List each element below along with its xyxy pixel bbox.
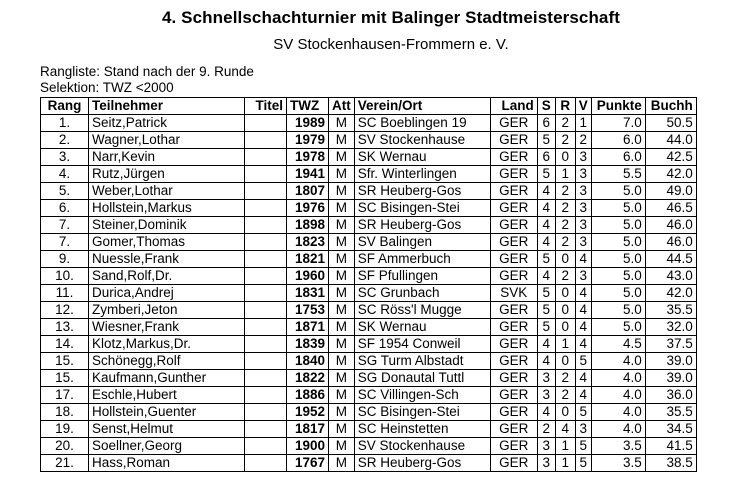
- points-cell: 5.0: [591, 319, 645, 336]
- table-row: [41, 438, 697, 455]
- attribute-cell: M: [329, 370, 355, 387]
- rank-cell: 14.: [41, 336, 89, 353]
- country-cell: GER: [490, 217, 537, 234]
- wins-cell: 4: [537, 200, 555, 217]
- rank-cell: 11.: [41, 285, 89, 302]
- attribute-cell: M: [329, 115, 355, 132]
- rating-cell: 1822: [287, 370, 329, 387]
- buchholz-cell: 49.0: [645, 183, 696, 200]
- club-cell: SV Stockenhause: [354, 438, 490, 455]
- player-name-cell: Steiner,Dominik: [89, 217, 245, 234]
- points-cell: 5.0: [591, 285, 645, 302]
- losses-cell: 3: [575, 183, 591, 200]
- points-cell: 4.0: [591, 404, 645, 421]
- table-row: [41, 217, 697, 234]
- player-name-cell: Eschle,Hubert: [89, 387, 245, 404]
- rank-cell: 21.: [41, 455, 89, 472]
- rank-cell: 18.: [41, 404, 89, 421]
- country-cell: GER: [490, 183, 537, 200]
- points-cell: 5.0: [591, 183, 645, 200]
- table-row: [41, 115, 697, 132]
- rank-cell: 17.: [41, 387, 89, 404]
- title-cell: [245, 268, 287, 285]
- draws-cell: 4: [555, 421, 575, 438]
- player-name-cell: Gomer,Thomas: [89, 234, 245, 251]
- draws-cell: 2: [555, 132, 575, 149]
- title-cell: [245, 421, 287, 438]
- rating-cell: 1952: [287, 404, 329, 421]
- rank-cell: 12.: [41, 302, 89, 319]
- draws-cell: 1: [555, 336, 575, 353]
- rating-cell: 1817: [287, 421, 329, 438]
- draws-cell: 1: [555, 438, 575, 455]
- wins-cell: 5: [537, 285, 555, 302]
- buchholz-cell: 44.0: [645, 132, 696, 149]
- attribute-cell: M: [329, 438, 355, 455]
- rating-cell: 1900: [287, 438, 329, 455]
- rating-cell: 1979: [287, 132, 329, 149]
- wins-cell: 5: [537, 319, 555, 336]
- draws-cell: 2: [555, 183, 575, 200]
- wins-cell: 5: [537, 302, 555, 319]
- wins-cell: 4: [537, 268, 555, 285]
- country-cell: SVK: [490, 285, 537, 302]
- country-cell: GER: [490, 336, 537, 353]
- club-cell: SK Wernau: [354, 149, 490, 166]
- rank-cell: 15.: [41, 370, 89, 387]
- attribute-cell: M: [329, 285, 355, 302]
- wins-cell: 6: [537, 115, 555, 132]
- attribute-cell: M: [329, 268, 355, 285]
- column-header-teilnehmer: Teilnehmer: [89, 98, 245, 115]
- wins-cell: 2: [537, 421, 555, 438]
- player-name-cell: Nuessle,Frank: [89, 251, 245, 268]
- wins-cell: 3: [537, 438, 555, 455]
- points-cell: 6.0: [591, 149, 645, 166]
- table-row: [41, 421, 697, 438]
- table-row: [41, 302, 697, 319]
- points-cell: 7.0: [591, 115, 645, 132]
- attribute-cell: M: [329, 455, 355, 472]
- attribute-cell: M: [329, 302, 355, 319]
- title-cell: [245, 370, 287, 387]
- draws-cell: 0: [555, 353, 575, 370]
- rating-cell: 1839: [287, 336, 329, 353]
- country-cell: GER: [490, 387, 537, 404]
- rating-cell: 1886: [287, 387, 329, 404]
- losses-cell: 4: [575, 387, 591, 404]
- country-cell: GER: [490, 319, 537, 336]
- attribute-cell: M: [329, 319, 355, 336]
- player-name-cell: Klotz,Markus,Dr.: [89, 336, 245, 353]
- wins-cell: 4: [537, 234, 555, 251]
- player-name-cell: Rutz,Jürgen: [89, 166, 245, 183]
- wins-cell: 3: [537, 455, 555, 472]
- country-cell: GER: [490, 421, 537, 438]
- table-row: [41, 166, 697, 183]
- club-cell: SG Turm Albstadt: [354, 353, 490, 370]
- attribute-cell: M: [329, 404, 355, 421]
- losses-cell: 3: [575, 421, 591, 438]
- player-name-cell: Kaufmann,Gunther: [89, 370, 245, 387]
- player-name-cell: Hollstein,Guenter: [89, 404, 245, 421]
- rank-cell: 1.: [41, 115, 89, 132]
- table-row: [41, 183, 697, 200]
- title-cell: [245, 183, 287, 200]
- table-row: [41, 370, 697, 387]
- draws-cell: 2: [555, 370, 575, 387]
- table-row: [41, 251, 697, 268]
- rating-cell: 1767: [287, 455, 329, 472]
- player-name-cell: Wagner,Lothar: [89, 132, 245, 149]
- club-cell: SC Boeblingen 19: [354, 115, 490, 132]
- column-header-punkte: Punkte: [591, 98, 645, 115]
- player-name-cell: Senst,Helmut: [89, 421, 245, 438]
- wins-cell: 3: [537, 387, 555, 404]
- points-cell: 3.5: [591, 438, 645, 455]
- country-cell: GER: [490, 302, 537, 319]
- country-cell: GER: [490, 149, 537, 166]
- club-cell: SK Wernau: [354, 319, 490, 336]
- table-row: [41, 234, 697, 251]
- rank-cell: 15.: [41, 353, 89, 370]
- buchholz-cell: 42.0: [645, 285, 696, 302]
- club-cell: SC Röss'l Mugge: [354, 302, 490, 319]
- rank-cell: 6.: [41, 200, 89, 217]
- losses-cell: 4: [575, 336, 591, 353]
- draws-cell: 2: [555, 200, 575, 217]
- wins-cell: 4: [537, 404, 555, 421]
- column-header-buchh: Buchh: [645, 98, 696, 115]
- rank-cell: 7.: [41, 217, 89, 234]
- table-body: [41, 115, 697, 472]
- title-cell: [245, 336, 287, 353]
- player-name-cell: Hass,Roman: [89, 455, 245, 472]
- wins-cell: 4: [537, 336, 555, 353]
- attribute-cell: M: [329, 251, 355, 268]
- points-cell: 4.0: [591, 353, 645, 370]
- points-cell: 5.0: [591, 302, 645, 319]
- title-cell: [245, 132, 287, 149]
- attribute-cell: M: [329, 387, 355, 404]
- rank-cell: 5.: [41, 183, 89, 200]
- rating-cell: 1941: [287, 166, 329, 183]
- losses-cell: 4: [575, 302, 591, 319]
- draws-cell: 2: [555, 115, 575, 132]
- column-header-att: Att: [329, 98, 355, 115]
- column-header-s: S: [537, 98, 555, 115]
- table-row: [41, 387, 697, 404]
- column-header-titel: Titel: [245, 98, 287, 115]
- points-cell: 5.0: [591, 234, 645, 251]
- title-cell: [245, 404, 287, 421]
- column-header-land: Land: [490, 98, 537, 115]
- rating-cell: 1753: [287, 302, 329, 319]
- rank-cell: 20.: [41, 438, 89, 455]
- country-cell: GER: [490, 115, 537, 132]
- title-cell: [245, 455, 287, 472]
- title-cell: [245, 166, 287, 183]
- club-cell: SF 1954 Conweil: [354, 336, 490, 353]
- draws-cell: 0: [555, 319, 575, 336]
- wins-cell: 4: [537, 217, 555, 234]
- losses-cell: 5: [575, 404, 591, 421]
- wins-cell: 3: [537, 370, 555, 387]
- country-cell: GER: [490, 455, 537, 472]
- title-cell: [245, 234, 287, 251]
- points-cell: 5.0: [591, 268, 645, 285]
- club-cell: SF Pfullingen: [354, 268, 490, 285]
- page-title: 4. Schnellschachturnier mit Balinger Stadtmeisterschaft: [161, 8, 621, 27]
- country-cell: GER: [490, 166, 537, 183]
- losses-cell: 3: [575, 149, 591, 166]
- rating-cell: 1976: [287, 200, 329, 217]
- losses-cell: 4: [575, 251, 591, 268]
- points-cell: 4.0: [591, 421, 645, 438]
- player-name-cell: Narr,Kevin: [89, 149, 245, 166]
- rating-cell: 1821: [287, 251, 329, 268]
- player-name-cell: Soellner,Georg: [89, 438, 245, 455]
- rating-cell: 1989: [287, 115, 329, 132]
- club-cell: Sfr. Winterlingen: [354, 166, 490, 183]
- points-cell: 5.5: [591, 166, 645, 183]
- country-cell: GER: [490, 370, 537, 387]
- table-row: [41, 149, 697, 166]
- table-row: [41, 132, 697, 149]
- country-cell: GER: [490, 268, 537, 285]
- draws-cell: 0: [555, 251, 575, 268]
- player-name-cell: Schönegg,Rolf: [89, 353, 245, 370]
- losses-cell: 5: [575, 353, 591, 370]
- losses-cell: 4: [575, 370, 591, 387]
- points-cell: 4.0: [591, 387, 645, 404]
- title-cell: [245, 251, 287, 268]
- country-cell: GER: [490, 251, 537, 268]
- rank-cell: 7.: [41, 234, 89, 251]
- buchholz-cell: 35.5: [645, 302, 696, 319]
- buchholz-cell: 46.0: [645, 217, 696, 234]
- points-cell: 5.0: [591, 200, 645, 217]
- player-name-cell: Seitz,Patrick: [89, 115, 245, 132]
- club-cell: SR Heuberg-Gos: [354, 217, 490, 234]
- losses-cell: 1: [575, 115, 591, 132]
- rank-cell: 2.: [41, 132, 89, 149]
- title-cell: [245, 319, 287, 336]
- rating-cell: 1871: [287, 319, 329, 336]
- buchholz-cell: 38.5: [645, 455, 696, 472]
- wins-cell: 4: [537, 353, 555, 370]
- table-row: [41, 336, 697, 353]
- club-subtitle: SV Stockenhausen-Frommern e. V.: [273, 36, 509, 53]
- draws-cell: 2: [555, 217, 575, 234]
- player-name-cell: Sand,Rolf,Dr.: [89, 268, 245, 285]
- attribute-cell: M: [329, 234, 355, 251]
- buchholz-cell: 50.5: [645, 115, 696, 132]
- table-row: [41, 200, 697, 217]
- club-cell: SV Balingen: [354, 234, 490, 251]
- column-header-verein: Verein/Ort: [354, 98, 490, 115]
- rank-cell: 9.: [41, 251, 89, 268]
- buchholz-cell: 41.5: [645, 438, 696, 455]
- rating-cell: 1831: [287, 285, 329, 302]
- country-cell: GER: [490, 438, 537, 455]
- table-row: [41, 268, 697, 285]
- rank-cell: 4.: [41, 166, 89, 183]
- buchholz-cell: 34.5: [645, 421, 696, 438]
- title-cell: [245, 353, 287, 370]
- title-cell: [245, 115, 287, 132]
- player-name-cell: Wiesner,Frank: [89, 319, 245, 336]
- club-cell: SC Heinstetten: [354, 421, 490, 438]
- losses-cell: 3: [575, 166, 591, 183]
- title-cell: [245, 200, 287, 217]
- table-row: [41, 455, 697, 472]
- selection-filter: Selektion: TWZ <2000: [40, 80, 174, 95]
- title-cell: [245, 387, 287, 404]
- buchholz-cell: 39.0: [645, 353, 696, 370]
- draws-cell: 1: [555, 455, 575, 472]
- ranking-table: [40, 97, 697, 472]
- rating-cell: 1978: [287, 149, 329, 166]
- losses-cell: 3: [575, 268, 591, 285]
- points-cell: 4.5: [591, 336, 645, 353]
- losses-cell: 3: [575, 234, 591, 251]
- attribute-cell: M: [329, 217, 355, 234]
- draws-cell: 1: [555, 166, 575, 183]
- buchholz-cell: 42.5: [645, 149, 696, 166]
- buchholz-cell: 42.0: [645, 166, 696, 183]
- column-header-r: R: [555, 98, 575, 115]
- table-row: [41, 319, 697, 336]
- title-cell: [245, 438, 287, 455]
- table-row: [41, 285, 697, 302]
- buchholz-cell: 32.0: [645, 319, 696, 336]
- buchholz-cell: 44.5: [645, 251, 696, 268]
- losses-cell: 3: [575, 200, 591, 217]
- attribute-cell: M: [329, 149, 355, 166]
- club-cell: SC Bisingen-Stei: [354, 200, 490, 217]
- player-name-cell: Hollstein,Markus: [89, 200, 245, 217]
- country-cell: GER: [490, 132, 537, 149]
- points-cell: 3.5: [591, 455, 645, 472]
- losses-cell: 5: [575, 455, 591, 472]
- club-cell: SR Heuberg-Gos: [354, 183, 490, 200]
- draws-cell: 2: [555, 387, 575, 404]
- points-cell: 4.0: [591, 370, 645, 387]
- country-cell: GER: [490, 404, 537, 421]
- country-cell: GER: [490, 234, 537, 251]
- attribute-cell: M: [329, 183, 355, 200]
- player-name-cell: Zymberi,Jeton: [89, 302, 245, 319]
- table-row: [41, 404, 697, 421]
- points-cell: 6.0: [591, 132, 645, 149]
- club-cell: SC Bisingen-Stei: [354, 404, 490, 421]
- buchholz-cell: 36.0: [645, 387, 696, 404]
- buchholz-cell: 46.0: [645, 234, 696, 251]
- wins-cell: 4: [537, 183, 555, 200]
- rating-cell: 1898: [287, 217, 329, 234]
- table-row: [41, 353, 697, 370]
- draws-cell: 0: [555, 404, 575, 421]
- club-cell: SV Stockenhause: [354, 132, 490, 149]
- column-header-rang: Rang: [41, 98, 89, 115]
- draws-cell: 2: [555, 268, 575, 285]
- losses-cell: 4: [575, 285, 591, 302]
- rating-cell: 1960: [287, 268, 329, 285]
- attribute-cell: M: [329, 353, 355, 370]
- buchholz-cell: 46.5: [645, 200, 696, 217]
- rating-cell: 1807: [287, 183, 329, 200]
- club-cell: SC Villingen-Sch: [354, 387, 490, 404]
- buchholz-cell: 43.0: [645, 268, 696, 285]
- losses-cell: 4: [575, 319, 591, 336]
- wins-cell: 5: [537, 251, 555, 268]
- wins-cell: 5: [537, 132, 555, 149]
- title-cell: [245, 217, 287, 234]
- attribute-cell: M: [329, 336, 355, 353]
- ranking-status: Rangliste: Stand nach der 9. Runde: [40, 64, 254, 79]
- table-header-row: [41, 98, 697, 115]
- losses-cell: 2: [575, 132, 591, 149]
- rank-cell: 19.: [41, 421, 89, 438]
- attribute-cell: M: [329, 421, 355, 438]
- club-cell: SR Heuberg-Gos: [354, 455, 490, 472]
- buchholz-cell: 39.0: [645, 370, 696, 387]
- country-cell: GER: [490, 200, 537, 217]
- points-cell: 5.0: [591, 217, 645, 234]
- draws-cell: 2: [555, 234, 575, 251]
- player-name-cell: Durica,Andrej: [89, 285, 245, 302]
- title-cell: [245, 302, 287, 319]
- draws-cell: 0: [555, 149, 575, 166]
- losses-cell: 3: [575, 217, 591, 234]
- rank-cell: 3.: [41, 149, 89, 166]
- wins-cell: 5: [537, 166, 555, 183]
- attribute-cell: M: [329, 200, 355, 217]
- title-cell: [245, 285, 287, 302]
- rating-cell: 1840: [287, 353, 329, 370]
- attribute-cell: M: [329, 166, 355, 183]
- club-cell: SG Donautal Tuttl: [354, 370, 490, 387]
- column-header-v: V: [575, 98, 591, 115]
- country-cell: GER: [490, 353, 537, 370]
- column-header-twz: TWZ: [287, 98, 329, 115]
- rating-cell: 1823: [287, 234, 329, 251]
- losses-cell: 5: [575, 438, 591, 455]
- rank-cell: 13.: [41, 319, 89, 336]
- player-name-cell: Weber,Lothar: [89, 183, 245, 200]
- club-cell: SC Grunbach: [354, 285, 490, 302]
- attribute-cell: M: [329, 132, 355, 149]
- wins-cell: 6: [537, 149, 555, 166]
- draws-cell: 0: [555, 302, 575, 319]
- title-cell: [245, 149, 287, 166]
- rank-cell: 10.: [41, 268, 89, 285]
- points-cell: 5.0: [591, 251, 645, 268]
- draws-cell: 0: [555, 285, 575, 302]
- buchholz-cell: 37.5: [645, 336, 696, 353]
- club-cell: SF Ammerbuch: [354, 251, 490, 268]
- buchholz-cell: 35.5: [645, 404, 696, 421]
